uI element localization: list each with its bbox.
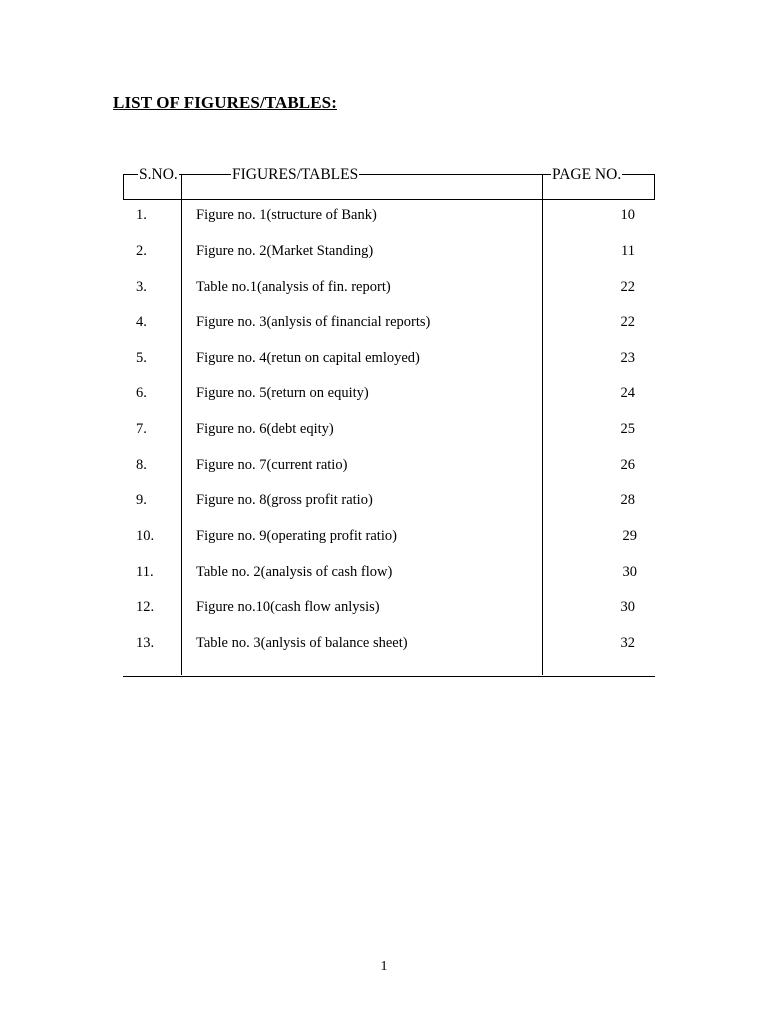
header-figures-tables: FIGURES/TABLES — [232, 166, 359, 183]
table-right-rule — [654, 174, 655, 200]
table-row — [0, 562, 768, 582]
row-item: Figure no. 5(return on equity) — [196, 385, 369, 401]
table-row — [0, 633, 768, 653]
row-sno: 9. — [136, 492, 147, 508]
row-item: Figure no. 1(structure of Bank) — [196, 207, 377, 223]
row-item: Table no. 3(anlysis of balance sheet) — [196, 635, 408, 651]
row-sno: 8. — [136, 457, 147, 473]
row-sno: 12. — [136, 599, 155, 615]
table-row — [0, 419, 768, 439]
table-row — [0, 277, 768, 297]
row-item: Figure no. 9(operating profit ratio) — [196, 528, 397, 544]
table-row — [0, 526, 768, 546]
table-bottom-rule — [123, 676, 655, 677]
header-page-no: PAGE NO. — [552, 166, 622, 183]
row-page: 29 — [622, 528, 637, 544]
row-page: 22 — [620, 279, 635, 295]
row-page: 30 — [622, 564, 637, 580]
table-row — [0, 348, 768, 368]
table-row — [0, 205, 768, 225]
table-row — [0, 312, 768, 332]
row-sno: 4. — [136, 314, 147, 330]
row-page: 28 — [620, 492, 635, 508]
row-item: Figure no. 2(Market Standing) — [196, 243, 374, 259]
row-item: Figure no.10(cash flow anlysis) — [196, 599, 380, 615]
row-page: 23 — [620, 350, 635, 366]
row-page: 11 — [621, 243, 635, 259]
row-page: 22 — [620, 314, 635, 330]
table-row — [0, 490, 768, 510]
row-item: Figure no. 6(debt eqity) — [196, 421, 334, 437]
row-sno: 3. — [136, 279, 147, 295]
row-page: 26 — [620, 457, 635, 473]
row-page: 25 — [620, 421, 635, 437]
row-page: 10 — [620, 207, 635, 223]
row-item: Figure no. 3(anlysis of financial reports) — [196, 314, 431, 330]
row-page: 32 — [620, 635, 635, 651]
row-sno: 10. — [136, 528, 155, 544]
row-item: Table no.1(analysis of fin. report) — [196, 279, 391, 295]
row-sno: 1. — [136, 207, 147, 223]
row-item: Figure no. 8(gross profit ratio) — [196, 492, 373, 508]
row-page: 30 — [620, 599, 635, 615]
table-row — [0, 383, 768, 403]
table-row — [0, 455, 768, 475]
table-row — [0, 241, 768, 261]
row-sno: 13. — [136, 635, 155, 651]
row-item: Table no. 2(analysis of cash flow) — [196, 564, 393, 580]
page-number: 1 — [380, 959, 388, 974]
row-sno: 6. — [136, 385, 147, 401]
row-sno: 2. — [136, 243, 147, 259]
row-item: Figure no. 4(retun on capital emloyed) — [196, 350, 420, 366]
row-item: Figure no. 7(current ratio) — [196, 457, 348, 473]
row-sno: 11. — [136, 564, 154, 580]
table-left-rule — [123, 174, 124, 200]
row-sno: 5. — [136, 350, 147, 366]
table-row — [0, 597, 768, 617]
row-page: 24 — [620, 385, 635, 401]
header-sno: S.NO. — [139, 166, 178, 183]
page-title: LIST OF FIGURES/TABLES: — [113, 93, 337, 112]
table-header-rule — [123, 199, 655, 200]
row-sno: 7. — [136, 421, 147, 437]
